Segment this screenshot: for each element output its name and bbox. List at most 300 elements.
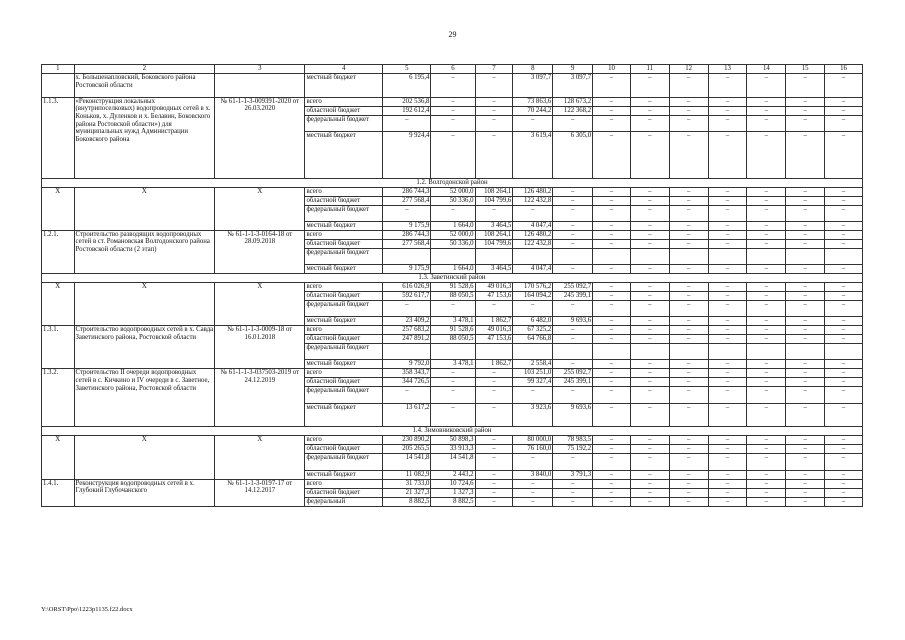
funding-source: всего [305, 479, 383, 488]
amount-cell: 9 924,4 [383, 131, 431, 178]
amount-cell: 3 840,0 [513, 470, 553, 479]
amount-cell: 9 175,9 [383, 264, 431, 273]
amount-cell: – [475, 479, 513, 488]
amount-cell: 14 541,8 [383, 454, 431, 470]
amount-cell: – [708, 387, 747, 403]
amount-cell: 91 528,6 [431, 326, 475, 335]
amount-cell [553, 344, 593, 360]
amount-cell: – [383, 387, 431, 403]
amount-cell: – [669, 239, 708, 248]
amount-cell: – [593, 403, 631, 427]
amount-cell: – [786, 445, 825, 454]
section-row [42, 178, 863, 187]
amount-cell: – [747, 115, 786, 131]
amount-cell [553, 248, 593, 264]
funding-source: областной бюджет [305, 378, 383, 387]
amount-cell: – [513, 488, 553, 497]
funding-source: местный бюджет [305, 74, 383, 98]
amount-cell: 1 862,7 [475, 317, 513, 326]
page-number: 29 [448, 30, 457, 39]
amount-cell: – [786, 196, 825, 205]
funding-source: всего [305, 97, 383, 106]
amount-cell: – [786, 335, 825, 344]
amount-cell: – [630, 436, 669, 445]
amount-cell: 49 016,3 [475, 326, 513, 335]
amount-cell: 11 082,9 [383, 470, 431, 479]
amount-cell: – [825, 445, 863, 454]
amount-cell: – [593, 221, 631, 230]
funding-source: областной бюджет [305, 196, 383, 205]
amount-cell: 3 791,3 [553, 470, 593, 479]
table-row [42, 479, 863, 488]
amount-cell: – [747, 300, 786, 316]
amount-cell: – [669, 205, 708, 221]
amount-cell: 255 092,7 [553, 282, 593, 291]
amount-cell: – [593, 300, 631, 316]
amount-cell: – [630, 403, 669, 427]
funding-source: местный бюджет [305, 470, 383, 479]
amount-cell: 9 693,6 [553, 317, 593, 326]
funding-source: федеральный бюджет [305, 205, 383, 221]
amount-cell: – [553, 300, 593, 316]
amount-cell: – [708, 488, 747, 497]
amount-cell: – [747, 230, 786, 239]
amount-cell: 277 568,4 [383, 239, 431, 248]
amount-cell: 4 047,4 [513, 264, 553, 273]
amount-cell: 13 617,2 [383, 403, 431, 427]
funding-source: всего [305, 282, 383, 291]
amount-cell: – [431, 106, 475, 115]
amount-cell: – [431, 369, 475, 378]
amount-cell: – [593, 335, 631, 344]
amount-cell: – [708, 497, 747, 506]
funding-source: федеральный бюджет [305, 454, 383, 470]
section-title: 1.2. Волгодонской район [42, 178, 863, 187]
amount-cell: 247 891,2 [383, 335, 431, 344]
amount-cell: – [669, 488, 708, 497]
amount-cell: – [431, 74, 475, 98]
amount-cell: 9 175,9 [383, 221, 431, 230]
item-number: X [42, 436, 75, 479]
amount-cell: – [825, 436, 863, 445]
amount-cell: – [630, 387, 669, 403]
funding-source: федеральный [305, 497, 383, 506]
funding-source: областной бюджет [305, 445, 383, 454]
amount-cell: – [708, 479, 747, 488]
amount-cell: 3 464,5 [475, 264, 513, 273]
amount-cell: – [630, 106, 669, 115]
amount-cell: – [708, 470, 747, 479]
amount-cell: 344 726,5 [383, 378, 431, 387]
amount-cell: – [825, 403, 863, 427]
amount-cell: 255 092,7 [553, 369, 593, 378]
amount-cell: – [630, 335, 669, 344]
amount-cell: – [630, 97, 669, 106]
amount-cell: 202 536,8 [383, 97, 431, 106]
column-header: 4 [305, 65, 383, 74]
amount-cell: – [475, 300, 513, 316]
amount-cell: 245 399,1 [553, 291, 593, 300]
amount-cell: – [630, 282, 669, 291]
amount-cell: 592 617,7 [383, 291, 431, 300]
amount-cell: – [747, 291, 786, 300]
amount-cell [475, 248, 513, 264]
amount-cell: – [630, 454, 669, 470]
item-number [42, 74, 75, 98]
amount-cell: – [825, 470, 863, 479]
amount-cell: – [708, 187, 747, 196]
amount-cell: – [475, 403, 513, 427]
item-number: 1.3.1. [42, 326, 75, 369]
table-row [42, 369, 863, 378]
column-header: 9 [553, 65, 593, 74]
amount-cell: – [747, 74, 786, 98]
amount-cell: – [630, 131, 669, 178]
section-row [42, 273, 863, 282]
amount-cell: – [669, 221, 708, 230]
item-name: «Реконструкция локальных (внутрипоселковых) водопроводных сетей в х. Коньков, х. Дуленков и х. Белавин, Боковского района Ростовской области») для муниципальных нужд Администрации Боковского района [74, 97, 215, 178]
funding-source: федеральный бюджет [305, 387, 383, 403]
amount-cell: – [630, 360, 669, 369]
amount-cell: – [669, 387, 708, 403]
amount-cell: – [669, 317, 708, 326]
amount-cell: – [593, 445, 631, 454]
funding-source: областной бюджет [305, 488, 383, 497]
funding-source: местный бюджет [305, 264, 383, 273]
item-name: X [74, 187, 215, 230]
amount-cell: – [825, 291, 863, 300]
project-reference: X [215, 282, 305, 325]
amount-cell: – [553, 488, 593, 497]
funding-source: всего [305, 326, 383, 335]
funding-source: всего [305, 187, 383, 196]
amount-cell: 14 541,8 [431, 454, 475, 470]
amount-cell: – [431, 115, 475, 131]
amount-cell: – [747, 335, 786, 344]
amount-cell: 99 327,4 [513, 378, 553, 387]
amount-cell: – [669, 106, 708, 115]
amount-cell: – [553, 221, 593, 230]
amount-cell: 126 480,2 [513, 187, 553, 196]
column-header: 16 [825, 65, 863, 74]
amount-cell: 104 799,6 [475, 196, 513, 205]
amount-cell: 616 026,9 [383, 282, 431, 291]
amount-cell: 2 558,4 [513, 360, 553, 369]
amount-cell: – [786, 436, 825, 445]
amount-cell: – [747, 470, 786, 479]
amount-cell: – [669, 291, 708, 300]
amount-cell: 78 983,5 [553, 436, 593, 445]
table-row [42, 230, 863, 239]
amount-cell: – [669, 470, 708, 479]
column-header: 5 [383, 65, 431, 74]
amount-cell: 164 094,2 [513, 291, 553, 300]
amount-cell: – [786, 187, 825, 196]
amount-cell: 257 683,2 [383, 326, 431, 335]
budget-table [41, 64, 863, 507]
amount-cell: – [593, 106, 631, 115]
amount-cell: – [431, 300, 475, 316]
amount-cell: – [593, 187, 631, 196]
amount-cell: – [669, 479, 708, 488]
amount-cell: 52 000,0 [431, 187, 475, 196]
amount-cell: 170 576,2 [513, 282, 553, 291]
amount-cell: 205 265,5 [383, 445, 431, 454]
project-reference [215, 74, 305, 98]
amount-cell: 33 913,3 [431, 445, 475, 454]
amount-cell: 31 733,0 [383, 479, 431, 488]
item-name: Строительство водопроводных сетей в х. Савда Заветинского района, Ростовской области [74, 326, 215, 369]
project-reference: № 61-1-1-3-0009-18 от 16.01.2018 [215, 326, 305, 369]
amount-cell: – [708, 326, 747, 335]
amount-cell: 88 050,5 [431, 291, 475, 300]
amount-cell: – [513, 497, 553, 506]
item-name: Реконструкция водопроводных сетей в х. Глубокий Глубочанского [74, 479, 215, 506]
amount-cell: – [786, 221, 825, 230]
item-number: X [42, 282, 75, 325]
amount-cell: – [825, 326, 863, 335]
amount-cell: 75 192,2 [553, 445, 593, 454]
amount-cell: – [475, 74, 513, 98]
amount-cell: – [747, 106, 786, 115]
amount-cell: – [708, 131, 747, 178]
amount-cell: 3 923,6 [513, 403, 553, 427]
amount-cell: – [553, 239, 593, 248]
amount-cell: – [630, 187, 669, 196]
amount-cell: – [669, 300, 708, 316]
amount-cell: – [747, 436, 786, 445]
amount-cell: 3 478,1 [431, 317, 475, 326]
amount-cell: – [708, 264, 747, 273]
item-name: Строительство II очереди водопроводных сетей в с. Кичкино и IV очереди в с. Заветное, Заветинского района, Ростовской области [74, 369, 215, 427]
amount-cell: – [747, 445, 786, 454]
funding-source: местный бюджет [305, 131, 383, 178]
amount-cell: – [708, 436, 747, 445]
amount-cell: – [786, 403, 825, 427]
amount-cell: – [630, 369, 669, 378]
amount-cell: – [747, 264, 786, 273]
amount-cell: 6 482,0 [513, 317, 553, 326]
amount-cell: – [513, 300, 553, 316]
amount-cell: – [825, 205, 863, 221]
amount-cell: – [786, 326, 825, 335]
amount-cell: 277 568,4 [383, 196, 431, 205]
amount-cell [747, 344, 786, 360]
funding-source: федеральный бюджет [305, 248, 383, 264]
amount-cell: 104 799,6 [475, 239, 513, 248]
amount-cell: – [593, 387, 631, 403]
amount-cell: – [747, 378, 786, 387]
amount-cell: – [708, 378, 747, 387]
column-header: 11 [630, 65, 669, 74]
amount-cell: – [747, 479, 786, 488]
amount-cell: – [431, 97, 475, 106]
amount-cell: – [669, 403, 708, 427]
amount-cell: – [825, 479, 863, 488]
column-header: 14 [747, 65, 786, 74]
project-reference: X [215, 187, 305, 230]
amount-cell: 9 693,6 [553, 403, 593, 427]
amount-cell: – [708, 369, 747, 378]
funding-source: федеральный бюджет [305, 300, 383, 316]
amount-cell: 230 890,2 [383, 436, 431, 445]
amount-cell: – [630, 74, 669, 98]
item-name: X [74, 282, 215, 325]
column-header: 12 [669, 65, 708, 74]
amount-cell: – [786, 205, 825, 221]
amount-cell: – [630, 196, 669, 205]
item-name: Строительство разводящих водопроводных сетей в ст. Романовская Волгодонского района Ростовской области (2 этап) [74, 230, 215, 273]
amount-cell [786, 344, 825, 360]
amount-cell: 6 305,0 [553, 131, 593, 178]
project-reference: № 61-1-1-3-0197-17 от 14.12.2017 [215, 479, 305, 506]
amount-cell: – [593, 291, 631, 300]
amount-cell: – [553, 360, 593, 369]
amount-cell: 2 443,2 [431, 470, 475, 479]
column-header: 3 [215, 65, 305, 74]
amount-cell: – [630, 497, 669, 506]
amount-cell: 8 882,5 [431, 497, 475, 506]
amount-cell: – [786, 282, 825, 291]
amount-cell: – [593, 115, 631, 131]
amount-cell: 3 097,7 [553, 74, 593, 98]
amount-cell: – [669, 264, 708, 273]
amount-cell: – [593, 230, 631, 239]
amount-cell: – [747, 403, 786, 427]
amount-cell: – [475, 106, 513, 115]
amount-cell: – [669, 230, 708, 239]
amount-cell: – [786, 387, 825, 403]
amount-cell: – [669, 454, 708, 470]
amount-cell: 52 000,0 [431, 230, 475, 239]
amount-cell: – [708, 196, 747, 205]
amount-cell: 50 336,0 [431, 239, 475, 248]
funding-source: федеральный бюджет [305, 344, 383, 360]
amount-cell: – [630, 205, 669, 221]
amount-cell: – [431, 403, 475, 427]
column-header: 7 [475, 65, 513, 74]
amount-cell: – [593, 282, 631, 291]
amount-cell: 23 409,2 [383, 317, 431, 326]
amount-cell: 108 264,1 [475, 230, 513, 239]
amount-cell: 47 153,6 [475, 335, 513, 344]
amount-cell: – [669, 378, 708, 387]
amount-cell: – [630, 230, 669, 239]
amount-cell: – [747, 196, 786, 205]
amount-cell: 10 724,6 [431, 479, 475, 488]
amount-cell: 1 862,7 [475, 360, 513, 369]
column-header: 10 [593, 65, 631, 74]
amount-cell: – [475, 436, 513, 445]
amount-cell: – [669, 187, 708, 196]
project-reference: № 61-1-1-3-037503-2019 от 24.12.2019 [215, 369, 305, 427]
item-number: 1.3.2. [42, 369, 75, 427]
amount-cell: – [553, 497, 593, 506]
amount-cell: – [747, 488, 786, 497]
amount-cell: – [708, 335, 747, 344]
amount-cell: – [747, 369, 786, 378]
amount-cell: – [786, 479, 825, 488]
amount-cell: – [825, 187, 863, 196]
column-header: 13 [708, 65, 747, 74]
amount-cell: – [825, 317, 863, 326]
table-header-row [42, 65, 863, 74]
amount-cell: – [825, 196, 863, 205]
amount-cell: 286 744,3 [383, 187, 431, 196]
amount-cell: – [383, 115, 431, 131]
item-name: X [74, 436, 215, 479]
amount-cell: 70 244,2 [513, 106, 553, 115]
funding-source: местный бюджет [305, 360, 383, 369]
amount-cell: – [553, 454, 593, 470]
file-path: Y:\ORST\Ppo\1223p1135.f22.docx [41, 606, 133, 613]
amount-cell: – [786, 378, 825, 387]
amount-cell: – [825, 387, 863, 403]
funding-source: местный бюджет [305, 403, 383, 427]
amount-cell: – [786, 97, 825, 106]
amount-cell: 3 619,4 [513, 131, 553, 178]
amount-cell: – [513, 454, 553, 470]
amount-cell: – [786, 369, 825, 378]
section-title: 1.3. Заветинский район [42, 273, 863, 282]
amount-cell: – [786, 497, 825, 506]
amount-cell: 6 195,4 [383, 74, 431, 98]
amount-cell: 3 464,5 [475, 221, 513, 230]
amount-cell: – [708, 360, 747, 369]
amount-cell: – [593, 454, 631, 470]
amount-cell: 128 673,2 [553, 97, 593, 106]
amount-cell [475, 344, 513, 360]
amount-cell: 126 480,2 [513, 230, 553, 239]
amount-cell: – [553, 479, 593, 488]
amount-cell: – [475, 205, 513, 221]
amount-cell: – [593, 131, 631, 178]
amount-cell: 4 047,4 [513, 221, 553, 230]
amount-cell: 245 399,1 [553, 378, 593, 387]
funding-source: федеральный бюджет [305, 115, 383, 131]
amount-cell: 122 368,2 [553, 106, 593, 115]
amount-cell: – [708, 230, 747, 239]
amount-cell: – [669, 445, 708, 454]
amount-cell: 103 251,0 [513, 369, 553, 378]
amount-cell: – [786, 106, 825, 115]
amount-cell: – [553, 205, 593, 221]
amount-cell: – [593, 378, 631, 387]
amount-cell [593, 344, 631, 360]
amount-cell: 50 898,3 [431, 436, 475, 445]
amount-cell: – [593, 317, 631, 326]
amount-cell: – [475, 131, 513, 178]
column-header: 1 [42, 65, 75, 74]
amount-cell: – [747, 131, 786, 178]
amount-cell: – [513, 479, 553, 488]
amount-cell: – [825, 454, 863, 470]
amount-cell: – [825, 369, 863, 378]
amount-cell: – [825, 131, 863, 178]
amount-cell: – [708, 106, 747, 115]
amount-cell [708, 248, 747, 264]
amount-cell: – [630, 221, 669, 230]
amount-cell [593, 248, 631, 264]
amount-cell [708, 344, 747, 360]
item-number: X [42, 187, 75, 230]
amount-cell: – [593, 470, 631, 479]
amount-cell: – [475, 488, 513, 497]
amount-cell: – [593, 264, 631, 273]
column-header: 15 [786, 65, 825, 74]
amount-cell: – [593, 488, 631, 497]
amount-cell: – [431, 378, 475, 387]
